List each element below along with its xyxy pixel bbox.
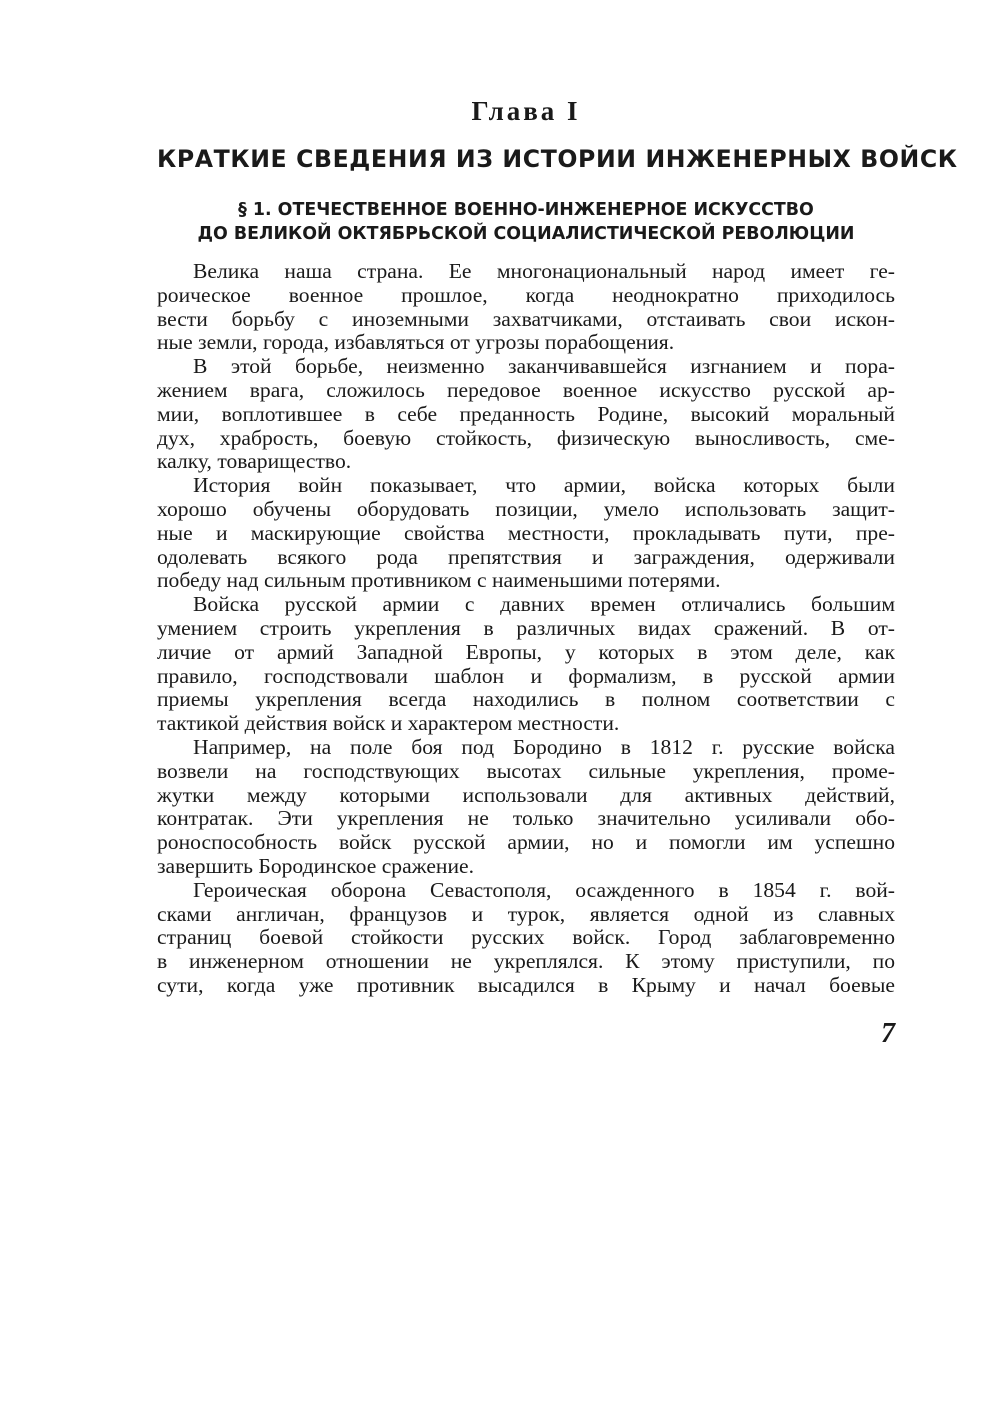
text-line: тактикой действия войск и характером местности. xyxy=(157,711,620,736)
text-line: жением врага, сложилось передовое военное искусство русской ар- xyxy=(157,377,895,402)
body-text xyxy=(157,260,895,998)
text-line: возвели на господствующих высотах сильные укрепления, проме- xyxy=(157,758,895,783)
text-line: дух, храбрость, боевую стойкость, физическую выносливость, сме- xyxy=(157,425,895,450)
paragraph xyxy=(157,355,895,474)
text-line: жутки между которыми использовали для активных действий, xyxy=(157,782,895,807)
paragraph xyxy=(157,260,895,355)
section-title-line: § 1. ОТЕЧЕСТВЕННОЕ ВОЕННО-ИНЖЕНЕРНОЕ ИСКУССТВО xyxy=(238,200,814,220)
chapter-title: КРАТКИЕ СВЕДЕНИЯ ИЗ ИСТОРИИ ИНЖЕНЕРНЫХ ВОЙСК xyxy=(157,145,958,173)
text-line: сути, когда уже противник высадился в Крыму и начал боевые xyxy=(157,972,895,997)
section-title xyxy=(157,198,895,246)
text-line: сками англичан, французов и турок, является одной из славных xyxy=(157,901,895,926)
paragraph xyxy=(157,879,895,998)
text-line: правило, господствовали шаблон и формализм, в русской армии xyxy=(157,663,895,688)
paragraph xyxy=(157,736,895,879)
paragraph xyxy=(157,474,895,593)
page-number: 7 xyxy=(881,1018,895,1049)
text-line: Героическая оборона Севастополя, осажденного в 1854 г. вой- xyxy=(193,877,895,902)
text-line: ные земли, города, избавляться от угрозы порабощения. xyxy=(157,330,675,355)
text-line: в инженерном отношении не укреплялся. К этому приступили, по xyxy=(157,949,895,974)
text-line: умением строить укрепления в различных видах сражений. В от- xyxy=(157,615,895,640)
text-line: контратак. Эти укрепления не только значительно усиливали обо- xyxy=(157,806,895,831)
text-line: Войска русской армии с давних времен отличались большим xyxy=(193,592,895,617)
text-line: роноспособность войск русской армии, но и помогли им успешно xyxy=(157,830,895,855)
paragraph xyxy=(157,593,895,736)
chapter-label: Глава I xyxy=(471,96,581,126)
text-line: приемы укрепления всегда находились в полном соответствии с xyxy=(157,687,895,712)
text-line: вести борьбу с иноземными захватчиками, отстаивать свои искон- xyxy=(157,306,895,331)
text-line: завершить Бородинское сражение. xyxy=(157,853,474,878)
text-line: калку, товарищество. xyxy=(157,449,352,474)
text-line: одолевать всякого рода препятствия и заграждения, одерживали xyxy=(157,544,895,569)
text-line: победу над сильным противником с наименьшими потерями. xyxy=(157,568,721,593)
text-line: страниц боевой стойкости русских войск. Город заблаговременно xyxy=(157,925,895,950)
text-line: роическое военное прошлое, когда неоднократно приходилось xyxy=(157,282,895,307)
text-line: Велика наша страна. Ее многонациональный народ имеет ге- xyxy=(193,259,895,283)
text-line: личие от армий Западной Европы, у которых в этом деле, как xyxy=(157,639,895,664)
text-line: ные и маскирующие свойства местности, прокладывать пути, пре- xyxy=(157,520,895,545)
section-title-line: ДО ВЕЛИКОЙ ОКТЯБРЬСКОЙ СОЦИАЛИСТИЧЕСКОЙ РЕВОЛЮЦИИ xyxy=(197,224,855,244)
book-page xyxy=(157,92,958,1049)
text-line: Например, на поле боя под Бородино в 1812 г. русские войска xyxy=(193,734,895,759)
text-line: хорошо обучены оборудовать позиции, умело использовать защит- xyxy=(157,496,895,521)
text-line: История войн показывает, что армии, войска которых были xyxy=(193,473,895,498)
text-line: мии, воплотившее в себе преданность Родине, высокий моральный xyxy=(157,401,895,426)
text-line: В этой борьбе, неизменно заканчивавшейся изгнанием и пора- xyxy=(193,354,895,379)
